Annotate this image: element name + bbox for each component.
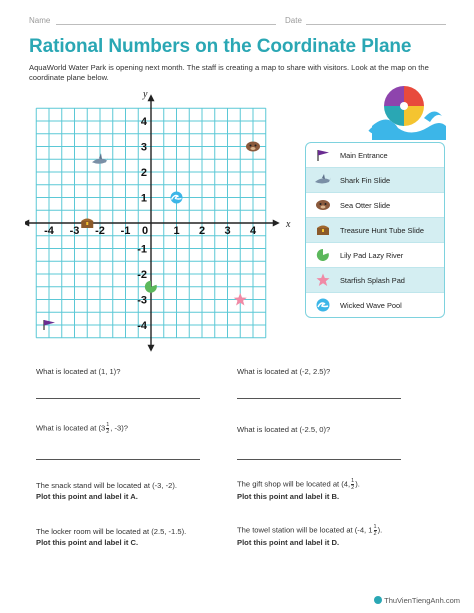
legend-label: Starfish Splash Pad: [340, 275, 405, 285]
question-3-pre: What is located at (3: [36, 423, 106, 433]
fraction: [374, 524, 377, 537]
answer-line-1[interactable]: [36, 398, 200, 399]
legend-label: Wicked Wave Pool: [340, 300, 402, 310]
task-1-instruction: Plot this point and label it A.: [36, 492, 138, 501]
answer-line-2[interactable]: [237, 398, 401, 399]
answer-line-4[interactable]: [237, 459, 401, 460]
y-tick-label: -4: [137, 320, 147, 332]
x-tick-label: 0: [141, 225, 149, 237]
name-field[interactable]: [56, 24, 276, 25]
lily-pad-icon: [316, 248, 330, 262]
task-3: [36, 526, 186, 548]
legend-row: [306, 267, 444, 292]
x-tick-label: 3: [224, 225, 231, 237]
task-4-instruction: Plot this point and label it D.: [237, 538, 340, 547]
otter-icon: [246, 142, 260, 152]
fraction: [351, 478, 354, 491]
task-4: [237, 524, 382, 548]
legend-label: Shark Fin Slide: [340, 175, 391, 185]
brand-logo-icon: [374, 596, 382, 604]
y-tick-label: -3: [137, 294, 147, 307]
treasure-chest-icon: [81, 219, 93, 229]
axes: [25, 94, 280, 352]
fraction-num: 1: [106, 422, 110, 428]
task-2-instruction: Plot this point and label it B.: [237, 492, 340, 501]
x-tick-label: -2: [95, 225, 105, 237]
task-2: [237, 478, 360, 502]
task-2-pre: The gift shop will be located at (4,: [237, 479, 351, 489]
y-axis-label: y: [143, 89, 148, 100]
x-tick-label: -1: [120, 225, 131, 237]
y-tick-label: -1: [137, 243, 147, 256]
treasure-chest-icon: [316, 224, 330, 236]
task-3-text: The locker room will be located at (2.5, -1.5).: [36, 527, 187, 536]
x-tick-label: 1: [173, 225, 180, 237]
fraction-den: 2: [106, 429, 110, 435]
date-label: Date: [285, 16, 302, 25]
x-axis-arrow-right: [273, 220, 280, 227]
beach-ball-icon: [368, 82, 448, 140]
task-2-post: ).: [355, 479, 360, 489]
otter-icon: [315, 199, 331, 211]
task-4-pre: The towel station will be located at (-4, 1: [237, 525, 373, 535]
task-1-text: The snack stand will be located at (-3, -2).: [36, 481, 177, 490]
name-label: Name: [29, 16, 51, 25]
legend-label: Main Entrance: [340, 150, 388, 160]
x-axis-label: x: [286, 219, 291, 230]
wave-icon: [171, 192, 183, 204]
flag-icon: [316, 149, 330, 161]
intro-text: AquaWorld Water Park is opening next month. The staff is creating a map to share with visitors. Look at the map on the coordinate plane below.: [29, 63, 429, 82]
x-tick-label: 4: [249, 225, 257, 237]
y-axis-arrow-up: [148, 94, 155, 101]
task-3-instruction: Plot this point and label it C.: [36, 538, 139, 547]
fraction-den: 2: [373, 531, 377, 537]
x-tick-label: -3: [69, 225, 80, 237]
footer-brand-text: ThuVienTiengAnh.com: [384, 596, 460, 605]
legend-row: [306, 242, 444, 267]
legend-row: [306, 217, 444, 242]
x-tick-label: 2: [198, 225, 206, 237]
y-tick-label: -2: [137, 269, 147, 281]
footer-brand: [374, 596, 460, 605]
page-title: Rational Numbers on the Coordinate Plane: [29, 36, 412, 57]
task-1: [36, 480, 177, 502]
y-axis-arrow-down: [148, 345, 155, 352]
answer-line-3[interactable]: [36, 459, 200, 460]
legend-row: [306, 143, 444, 167]
y-tick-label: 3: [140, 141, 147, 154]
y-tick-label: 4: [140, 116, 147, 128]
legend-label: Sea Otter Slide: [340, 200, 391, 210]
legend-row: [306, 292, 444, 317]
wave-icon: [316, 298, 330, 312]
fraction-den: 2: [351, 485, 355, 491]
lily-pad-icon: [145, 281, 157, 293]
legend-label: Treasure Hunt Tube Slide: [340, 225, 424, 235]
fraction-num: 1: [373, 524, 377, 530]
fraction-num: 1: [351, 478, 355, 484]
question-1: What is located at (1, 1)?: [36, 367, 121, 376]
coordinate-plane[interactable]: [25, 85, 295, 355]
legend-row: [306, 192, 444, 217]
task-4-post: ).: [377, 525, 383, 535]
shark-icon: [314, 174, 332, 186]
legend-label: Lily Pad Lazy River: [340, 250, 404, 260]
fraction: [106, 422, 109, 435]
starfish-icon: [316, 273, 330, 287]
y-tick-label: 1: [140, 192, 147, 205]
question-2: What is located at (-2, 2.5)?: [237, 367, 331, 376]
question-3: [36, 422, 128, 435]
x-tick-label: -4: [44, 225, 54, 237]
x-axis-arrow-left: [25, 220, 29, 227]
question-4: What is located at (-2.5, 0)?: [237, 425, 331, 434]
date-field[interactable]: [306, 24, 446, 25]
question-3-post: , -3)?: [110, 423, 129, 433]
y-tick-label: 2: [140, 167, 147, 179]
legend: [305, 142, 445, 318]
legend-row: [306, 167, 444, 192]
